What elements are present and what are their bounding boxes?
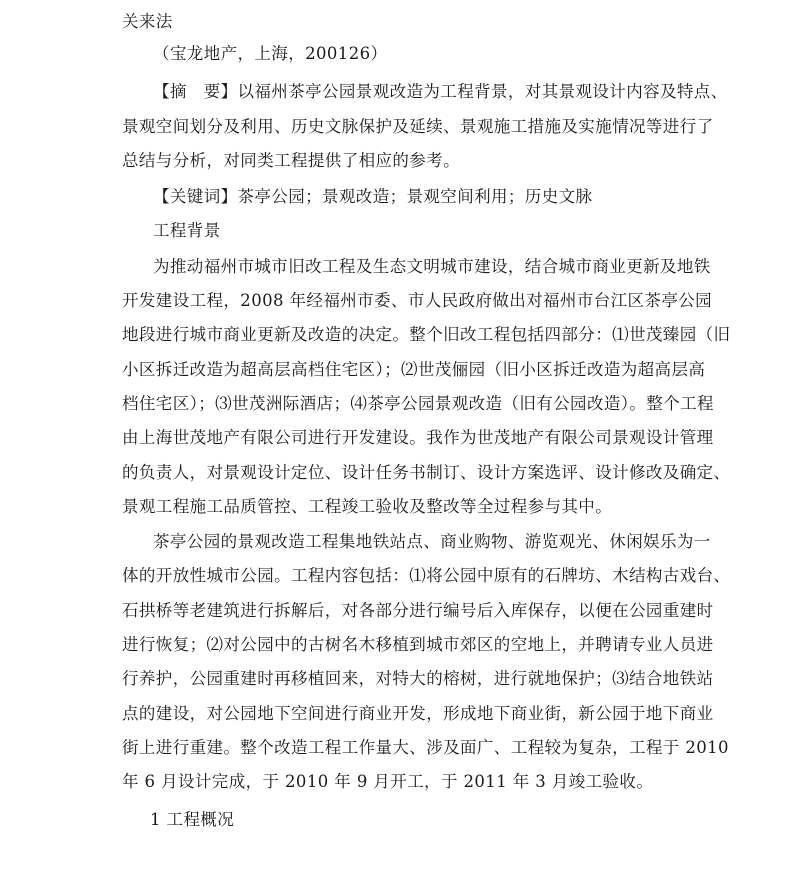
abstract-line: 【摘 要】以福州茶亭公园景观改造为工程背景，对其景观设计内容及特点、: [153, 82, 728, 101]
paragraph-line: 行养护，公园重建时再移植回来，对特大的榕树，进行就地保护；⑶结合地铁站: [122, 669, 714, 688]
keywords: 【关键词】茶亭公园；景观改造；景观空间利用；历史文脉: [153, 187, 593, 206]
paragraph-line: 由上海世茂地产有限公司进行开发建设。我作为世茂地产有限公司景观设计管理: [122, 428, 714, 447]
section-heading-background: 工程背景: [153, 221, 221, 240]
paragraph-line: 景观工程施工品质管控、工程竣工验收及整改等全过程参与其中。: [122, 497, 613, 516]
paragraph-line: 的负责人，对景观设计定位、设计任务书制订、设计方案选评、设计修改及确定、: [122, 463, 731, 482]
paragraph-line: 小区拆迁改造为超高层高档住宅区）；⑵世茂俪园（旧小区拆迁改造为超高层高: [122, 360, 706, 379]
paragraph-line: 开发建设工程，2008 年经福州市委、市人民政府做出对福州市台江区茶亭公园: [122, 291, 713, 310]
paragraph-line: 点的建设，对公园地下空间进行商业开发，形成地下商业街，新公园于地下商业: [122, 704, 714, 723]
paragraph-line: 档住宅区）；⑶世茂洲际酒店；⑷茶亭公园景观改造（旧有公园改造）。整个工程: [122, 394, 714, 413]
abstract-line: 总结与分析，对同类工程提供了相应的参考。: [122, 151, 460, 170]
paragraph-line: 进行恢复；⑵对公园中的古树名木移植到城市郊区的空地上，并聘请专业人员进: [122, 635, 714, 654]
author-name: 关来法: [122, 12, 173, 31]
abstract-line: 景观空间划分及利用、历史文脉保护及延续、景观施工措施及实施情况等进行了: [122, 117, 714, 136]
paragraph-line: 为推动福州市城市旧改工程及生态文明城市建设，结合城市商业更新及地铁: [153, 257, 711, 276]
paragraph-line: 街上进行重建。整个改造工程工作量大、涉及面广、工程较为复杂，工程于 2010: [122, 738, 729, 757]
author-affiliation: （宝龙地产，上海，200126）: [153, 44, 388, 63]
paragraph-line: 体的开放性城市公园。工程内容包括：⑴将公园中原有的石牌坊、木结构古戏台、: [122, 566, 731, 585]
paragraph-line: 茶亭公园的景观改造工程集地铁站点、商业购物、游览观光、休闲娱乐为一: [153, 532, 711, 551]
paragraph-line: 石拱桥等老建筑进行拆解后，对各部分进行编号后入库保存，以便在公园重建时: [122, 601, 714, 620]
paragraph-line: 地段进行城市商业更新及改造的决定。整个旧改工程包括四部分：⑴世茂臻园（旧: [122, 325, 731, 344]
paragraph-line: 年 6 月设计完成，于 2010 年 9 月开工，于 2011 年 3 月竣工验收。: [122, 772, 654, 791]
section-heading-overview: 1 工程概况: [150, 810, 235, 829]
